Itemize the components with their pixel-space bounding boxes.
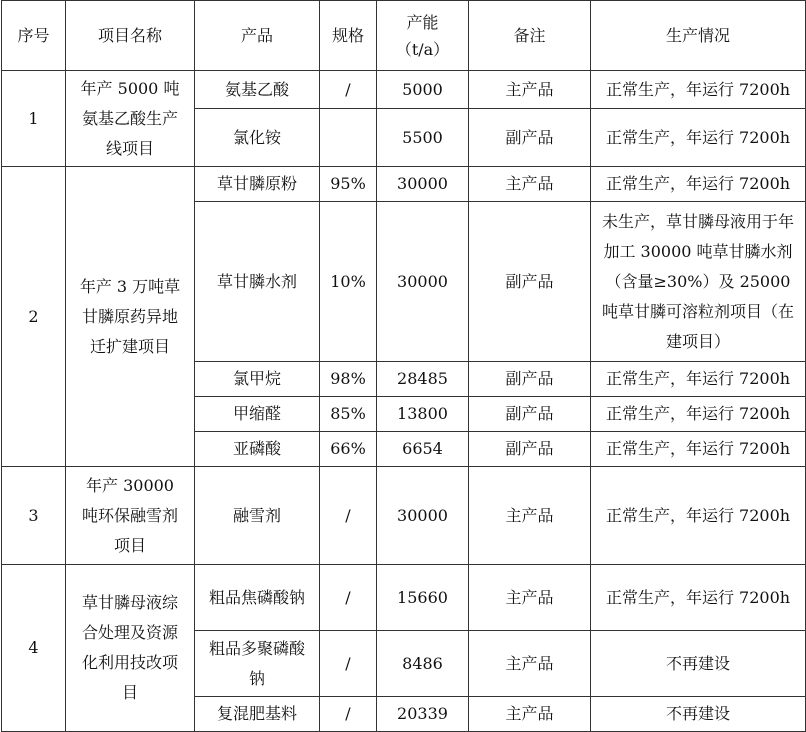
capacity-cell: 30000 [377, 167, 469, 202]
spec-cell: / [320, 467, 377, 565]
status-cell: 正常生产，年运行 7200h [591, 71, 806, 109]
remark-cell: 主产品 [469, 697, 591, 732]
remark-cell: 副产品 [469, 109, 591, 167]
spec-cell: / [320, 565, 377, 631]
project-name: 年产 3 万吨草甘膦原药异地迁扩建项目 [66, 167, 195, 467]
product-cell: 粗品多聚磷酸钠 [195, 631, 320, 697]
capacity-cell: 5000 [377, 71, 469, 109]
header-row [2, 1, 806, 71]
spec-cell: 85% [320, 397, 377, 432]
header-capacity [377, 1, 469, 71]
project-name: 年产 30000 吨环保融雪剂项目 [66, 467, 195, 565]
status-cell: 正常生产，年运行 7200h [591, 109, 806, 167]
remark-cell: 副产品 [469, 202, 591, 362]
status-cell: 正常生产，年运行 7200h [591, 432, 806, 467]
product-cell: 氨基乙酸 [195, 71, 320, 109]
product-cell: 亚磷酸 [195, 432, 320, 467]
capacity-cell: 30000 [377, 467, 469, 565]
row-no: 4 [2, 565, 66, 732]
product-cell: 融雪剂 [195, 467, 320, 565]
spec-cell: / [320, 71, 377, 109]
product-cell: 复混肥基料 [195, 697, 320, 732]
status-cell: 正常生产，年运行 7200h [591, 565, 806, 631]
capacity-cell: 15660 [377, 565, 469, 631]
capacity-cell: 5500 [377, 109, 469, 167]
remark-cell: 副产品 [469, 362, 591, 397]
header-status: 生产情况 [591, 1, 806, 71]
remark-cell: 主产品 [469, 631, 591, 697]
remark-cell: 副产品 [469, 432, 591, 467]
status-cell: 正常生产，年运行 7200h [591, 362, 806, 397]
spec-cell: 98% [320, 362, 377, 397]
header-remark: 备注 [469, 1, 591, 71]
product-cell: 草甘膦水剂 [195, 202, 320, 362]
spec-cell: 10% [320, 202, 377, 362]
header-capacity-line1: 产能 [406, 12, 439, 32]
project-name: 草甘膦母液综合处理及资源化利用技改项目 [66, 565, 195, 732]
project-name: 年产 5000 吨氨基乙酸生产线项目 [66, 71, 195, 167]
table-row [2, 167, 806, 202]
capacity-cell: 30000 [377, 202, 469, 362]
production-table [1, 0, 806, 732]
remark-cell: 主产品 [469, 167, 591, 202]
remark-cell: 主产品 [469, 71, 591, 109]
capacity-cell: 6654 [377, 432, 469, 467]
status-cell: 不再建设 [591, 697, 806, 732]
product-cell: 粗品焦磷酸钠 [195, 565, 320, 631]
row-no: 2 [2, 167, 66, 467]
table-row [2, 71, 806, 109]
table-row [2, 565, 806, 631]
spec-cell: / [320, 631, 377, 697]
status-cell: 不再建设 [591, 631, 806, 697]
remark-cell: 副产品 [469, 397, 591, 432]
spec-cell: 66% [320, 432, 377, 467]
remark-cell: 主产品 [469, 565, 591, 631]
capacity-cell: 13800 [377, 397, 469, 432]
header-capacity-line2: （t/a） [395, 39, 450, 59]
header-spec: 规格 [320, 1, 377, 71]
header-product: 产品 [195, 1, 320, 71]
product-cell: 氯甲烷 [195, 362, 320, 397]
remark-cell: 主产品 [469, 467, 591, 565]
row-no: 1 [2, 71, 66, 167]
spec-cell [320, 109, 377, 167]
capacity-cell: 20339 [377, 697, 469, 732]
capacity-cell: 8486 [377, 631, 469, 697]
status-cell: 正常生产，年运行 7200h [591, 397, 806, 432]
capacity-cell: 28485 [377, 362, 469, 397]
spec-cell: 95% [320, 167, 377, 202]
header-no: 序号 [2, 1, 66, 71]
product-cell: 甲缩醛 [195, 397, 320, 432]
status-cell: 正常生产，年运行 7200h [591, 467, 806, 565]
spec-cell: / [320, 697, 377, 732]
product-cell: 氯化铵 [195, 109, 320, 167]
product-cell: 草甘膦原粉 [195, 167, 320, 202]
table-row [2, 467, 806, 565]
status-cell: 未生产，草甘膦母液用于年加工 30000 吨草甘膦水剂（含量≥30%）及 25000 吨草甘膦可溶粒剂项目（在建项目） [591, 202, 806, 362]
status-cell: 正常生产，年运行 7200h [591, 167, 806, 202]
header-project: 项目名称 [66, 1, 195, 71]
row-no: 3 [2, 467, 66, 565]
